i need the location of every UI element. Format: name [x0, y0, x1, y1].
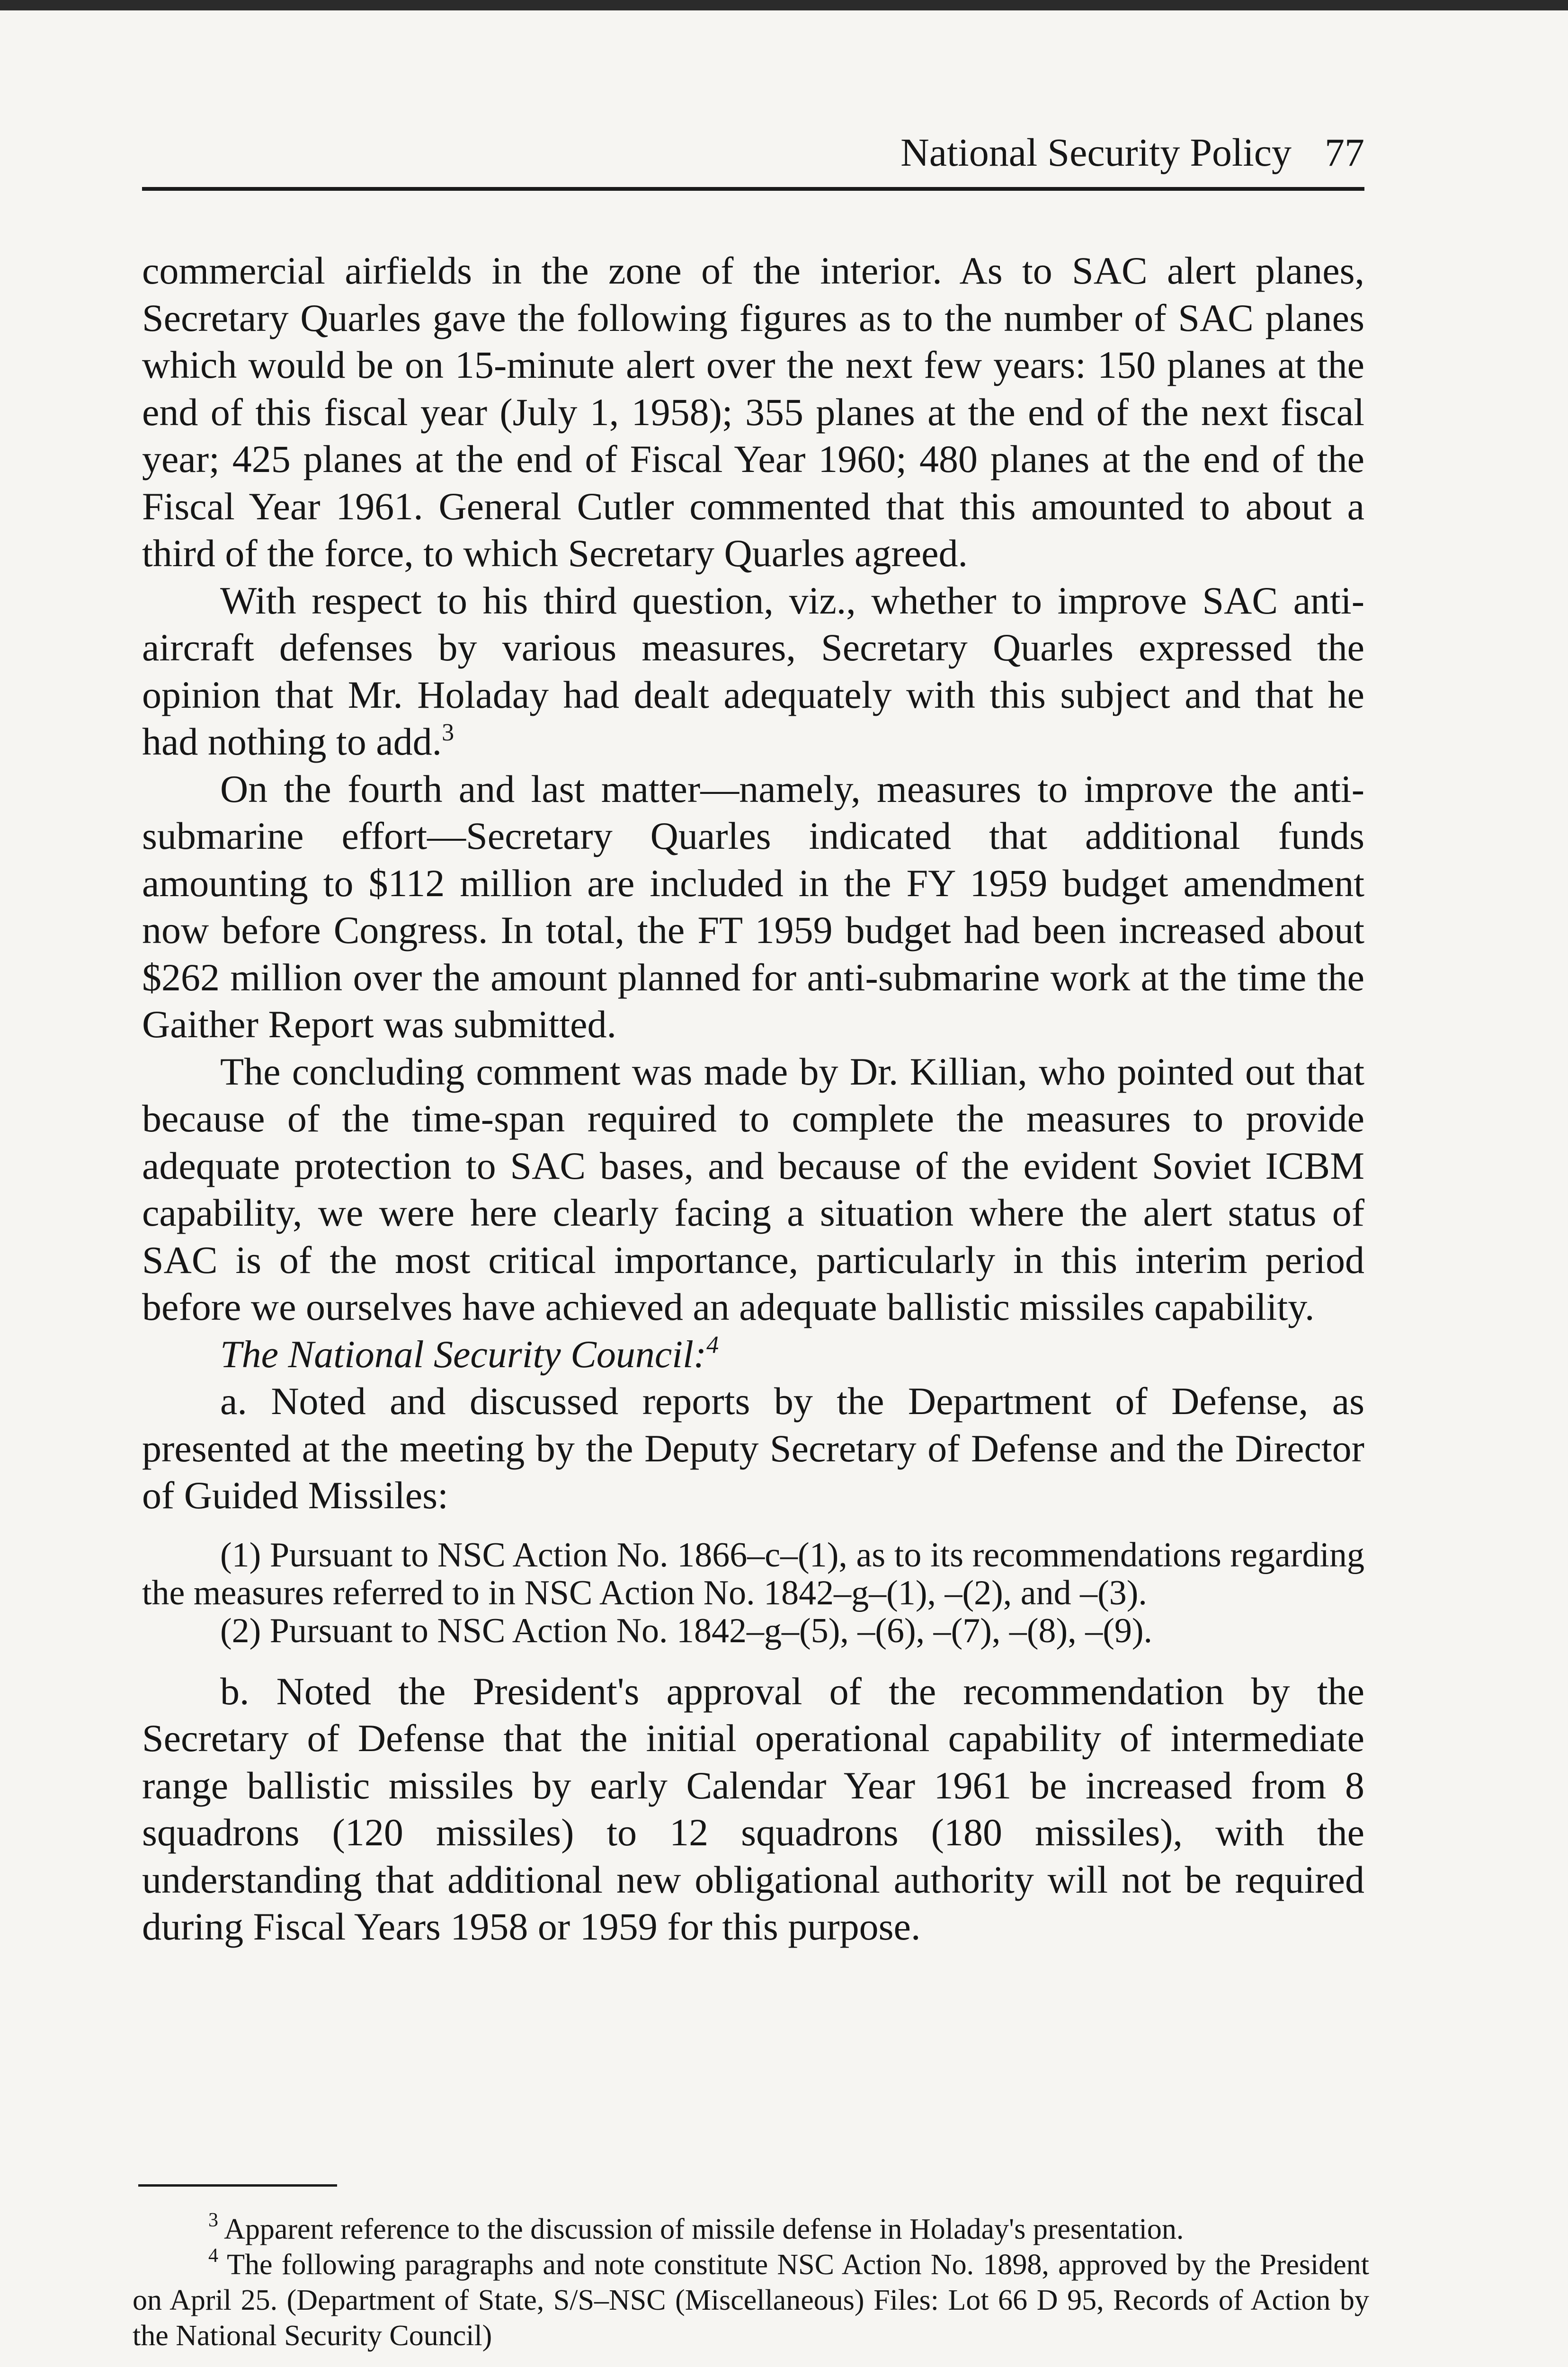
paragraph-action-b: b. Noted the President's approval of the recommendation by the Secretary of Defense that the initial operational capability of intermediate range ballistic missiles by early Calendar Year 1961 be increased from 8 squadrons (120 missiles) to 12 squadrons (180 missiles), with the understanding that additional new obligational authority will not be required during Fiscal Years 1958 or 1959 for this purpose. [142, 1669, 1364, 1948]
paragraph-antiaircraft-text: With respect to his third question, viz., whether to improve SAC anti-aircraft defenses by various measures, Secretary Quarles expressed the opinion that Mr. Holaday had dealt adequately with this subject and that he had nothing to add. [142, 578, 1364, 763]
council-heading [142, 1331, 1364, 1378]
header-rule [142, 187, 1364, 191]
paragraph-action-a: a. Noted and discussed reports by the Department of Defense, as presented at the meeting by the Deputy Secretary of Defense and the Director of Guided Missiles: [142, 1379, 1364, 1517]
footnote-3-marker: 3 [208, 2209, 218, 2231]
paragraph-killian: The concluding comment was made by Dr. Killian, who pointed out that because of the time-span required to complete the measures to provide adequate protection to SAC bases, and because of the evident Soviet ICBM capability, we were here clearly facing a situation where the alert status of SAC is of the most critical importance, particularly in this interim period before we ourselves have achieved an adequate ballistic missiles capability. [142, 1050, 1364, 1328]
footnotes [133, 2209, 1369, 2354]
running-head [142, 127, 1364, 179]
footnote-rule [138, 2184, 337, 2187]
footnote-ref-3: 3 [442, 719, 454, 746]
body-text [142, 247, 1364, 1950]
scan-top-edge [0, 0, 1568, 10]
paragraph-antiaircraft [142, 577, 1364, 765]
action-a-sub-items [142, 1536, 1364, 1650]
paragraph-antisubmarine: On the fourth and last matter—namely, measures to improve the anti-submarine effort—Secretary Quarles indicated that additional funds amounting to $112 million are included in the FY 1959 budget amendment now before Congress. In total, the FT 1959 budget had been increased about $262 million over the amount planned for anti-submarine work at the time the Gaither Report was submitted. [142, 767, 1364, 1046]
sub-item-2: (2) Pursuant to NSC Action No. 1842–g–(5), –(6), –(7), –(8), –(9). [220, 1611, 1152, 1650]
footnote-4-text: The following paragraphs and note constitute NSC Action No. 1898, approved by the President on April 25. (Department of State, S/S–NSC (Miscellaneous) Files: Lot 66 D 95, Records of Action by the National Security Council) [133, 2249, 1369, 2352]
paragraph-sac-alert-planes: commercial airfields in the zone of the interior. As to SAC alert planes, Secretary Quarles gave the following figures as to the number of SAC planes which would be on 15-minute alert over the next few years: 150 planes at the end of this fiscal year (July 1, 1958); 355 planes at the end of the next fiscal year; 425 planes at the end of Fiscal Year 1960; 480 planes at the end of the Fiscal Year 1961. General Cutler commented that this amounted to about a third of the force, to which Secretary Quarles agreed. [142, 249, 1364, 575]
council-heading-text: The National Security Council: [220, 1332, 707, 1376]
footnote-3-text: Apparent reference to the discussion of missile defense in Holaday's presentation. [224, 2213, 1184, 2245]
footnote-3 [133, 2209, 1369, 2247]
footnote-4-marker: 4 [208, 2245, 218, 2267]
running-head-title: National Security Policy [900, 131, 1292, 175]
footnote-ref-4: 4 [706, 1331, 719, 1359]
footnote-4 [133, 2247, 1369, 2354]
page-number: 77 [1325, 131, 1364, 175]
sub-item-1: (1) Pursuant to NSC Action No. 1866–c–(1), as to its recommendations regarding the measures referred to in NSC Action No. 1842–g–(1), –(2), and –(3). [142, 1535, 1364, 1612]
